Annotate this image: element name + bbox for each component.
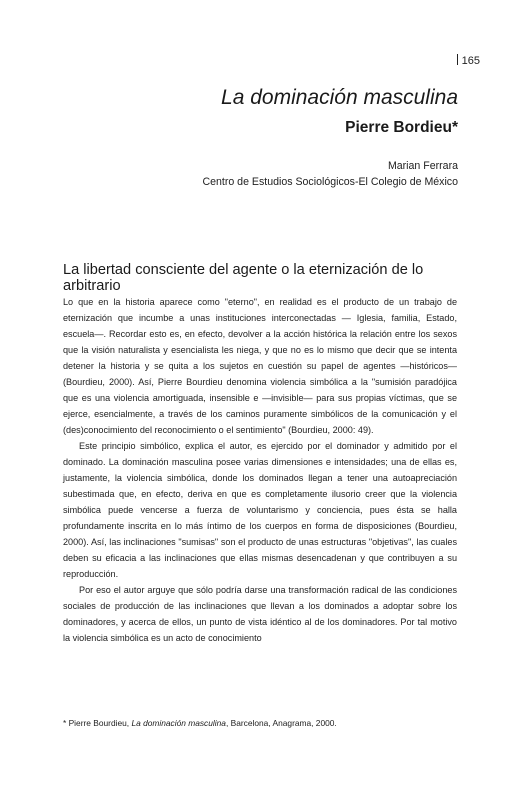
- page-number: [457, 54, 480, 67]
- reviewer-name: Marian Ferrara: [387, 160, 458, 172]
- page-number-text: 165: [461, 55, 480, 67]
- footnote-suffix: , Barcelona, Anagrama, 2000.: [225, 718, 337, 728]
- footnote: [63, 718, 457, 728]
- paragraph: Por eso el autor arguye que sólo podría darse una transformación radical de las condiciones sociales de producción de las inclinaciones que llevan a los dominados a adoptar sobre los dominadores, y acerca de ellos, un punto de vista idéntico al de los dominadores. Por tal motivo la violencia simbólica es un acto de conocimiento: [63, 585, 457, 643]
- reviewer-institution: Centro de Estudios Sociológicos-El Colegio de México: [202, 176, 458, 188]
- article-author: Pierre Bordieu*: [345, 119, 458, 136]
- paragraph: Lo que en la historia aparece como "eterno", en realidad es el producto de un trabajo de eternización que incumbe a unas instituciones interconectadas — Iglesia, familia, Estado, escuela—. Recordar esto es, en efecto, devolver a la acción histórica la relación entre los sexos que la visión naturalista y esencialista les niega, y que no es lo mismo que decir que se intenta detener la historia y se quita a los sujetos en cuestión su papel de agentes —históricos— (Bourdieu, 2000). Así, Pierre Bourdieu denomina violencia simbólica a la "sumisión paradójica que es una violencia amortiguada, insensible e —invisible— para sus propias víctimas, que se ejerce, esencialmente, a través de los caminos puramente simbólicos de la comunicación y el (des)conocimiento del reconocimiento o el sentimiento" (Bourdieu, 2000: 49).: [63, 297, 457, 435]
- footnote-book-title: La dominación masculina: [131, 718, 226, 728]
- footnote-prefix: * Pierre Bourdieu,: [63, 718, 132, 728]
- article-title: La dominación masculina: [221, 86, 458, 109]
- section-heading: La libertad consciente del agente o la eternización de lo arbitrario: [63, 262, 424, 294]
- paragraph: Este principio simbólico, explica el autor, es ejercido por el dominador y admitido por el dominado. La dominación masculina posee varias dimensiones e intensidades; una de ellas es, justamente, la violencia simbólica, donde los dominados llegan a tener una autoapreciación subestimada que, en efecto, deriva en que es completamente ilusorio creer que la violencia simbólica puede vencerse a fuerza de voluntarismo y conciencia, pues ésta se halla profundamente inscrita en lo más íntimo de los cuerpos en forma de disposiciones (Bourdieu, 2000). Así, las inclinaciones "sumisas" son el producto de unas estructuras "objetivas", las cuales deben su eficacia a las inclinaciones que ellas mismas desencadenan y que contribuyen a su reproducción.: [63, 441, 457, 579]
- body-text: [63, 294, 457, 646]
- page-number-rule: [457, 54, 458, 65]
